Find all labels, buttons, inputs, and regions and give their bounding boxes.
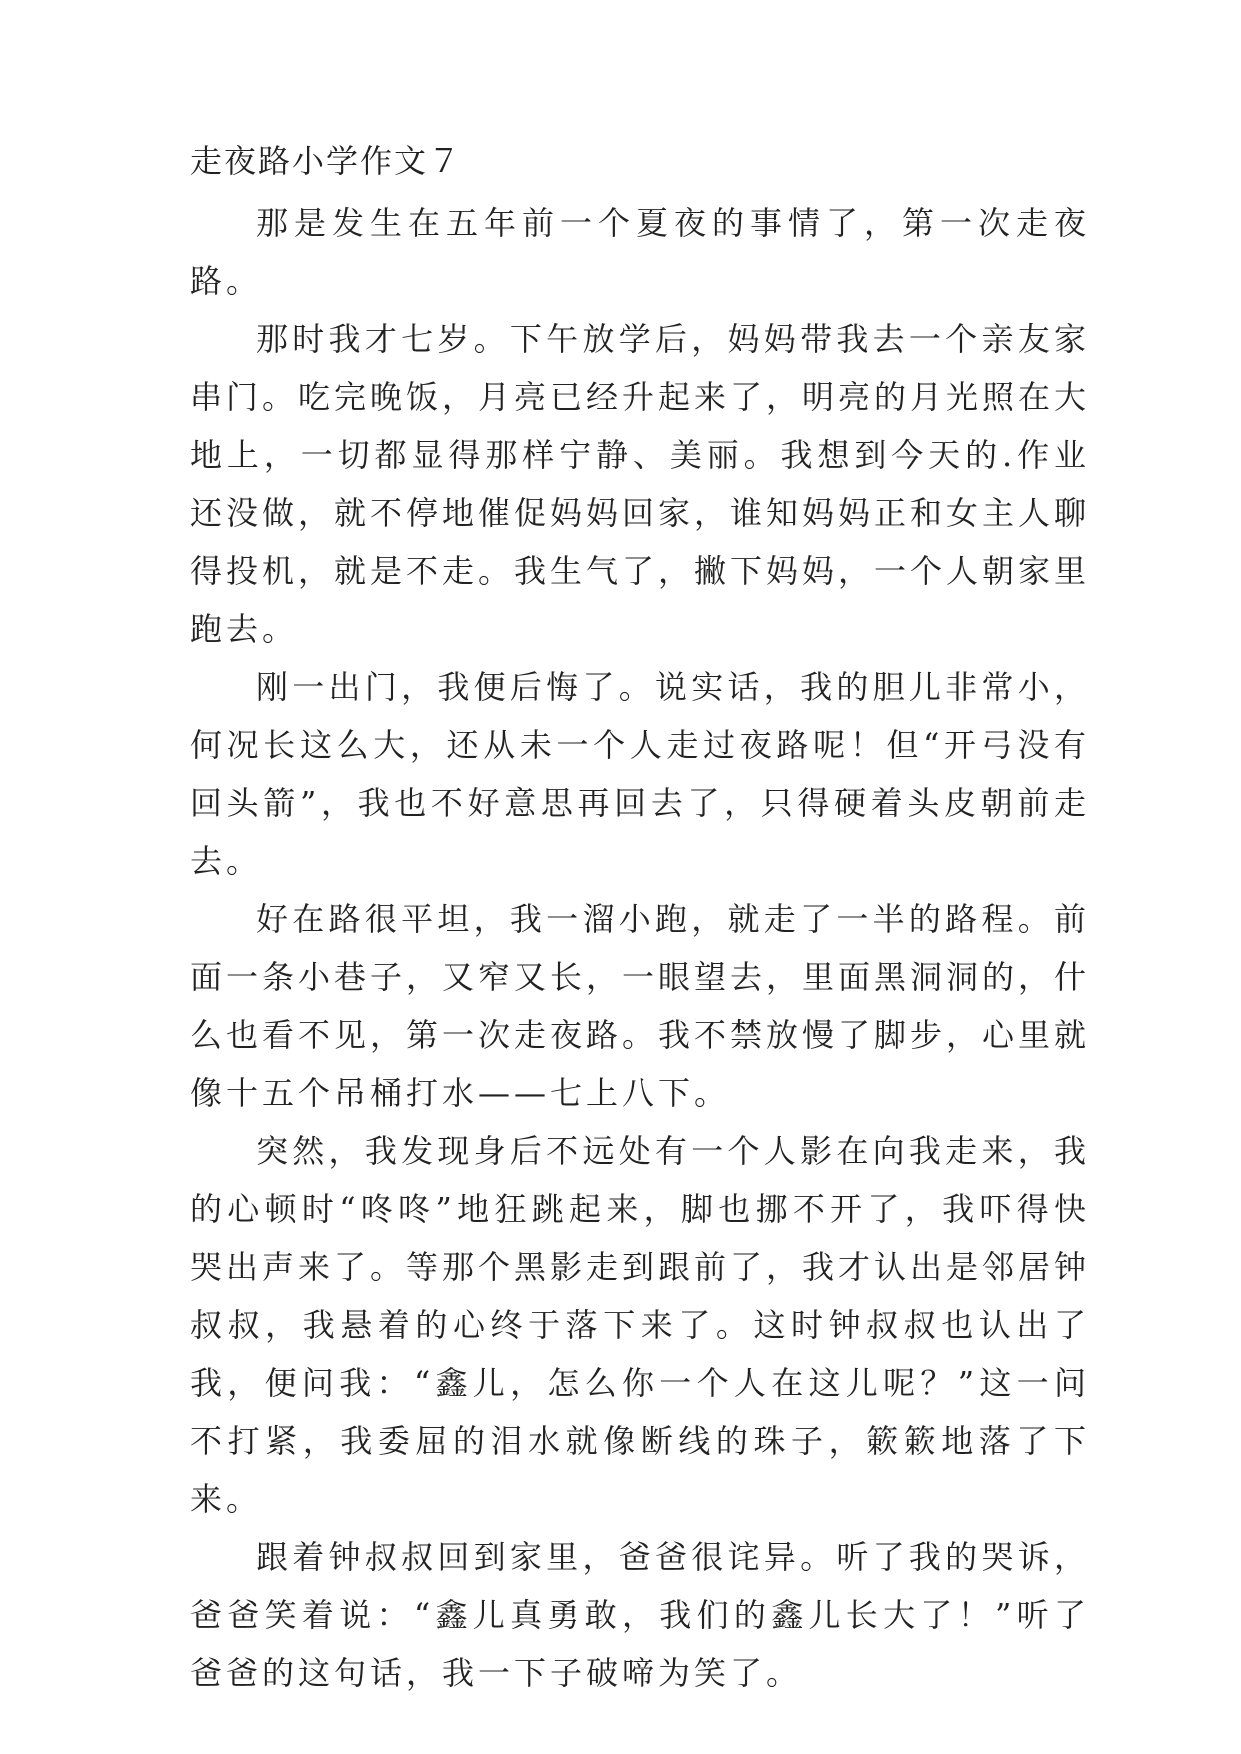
document-body [190,132,1090,1702]
paragraph-2: 那时我才七岁。下午放学后，妈妈带我去一个亲友家串门。吃完晚饭，月亮已经升起来了，明亮的月光照在大地上，一切都显得那样宁静、美丽。我想到今天的.作业还没做，就不停地催促妈妈回家，谁知妈妈正和女主人聊得投机，就是不走。我生气了，撇下妈妈，一个人朝家里跑去。 [190,320,1091,648]
paragraph-1: 那是发生在五年前一个夏夜的事情了，第一次走夜路。 [190,204,1090,300]
paragraph-4: 好在路很平坦，我一溜小跑，就走了一半的路程。前面一条小巷子，又窄又长，一眼望去，里面黑洞洞的，什么也看不见，第一次走夜路。我不禁放慢了脚步，心里就像十五个吊桶打水——七上八下。 [190,900,1091,1112]
paragraph-6: 跟着钟叔叔回到家里，爸爸很诧异。听了我的哭诉，爸爸笑着说：“鑫儿真勇敢，我们的鑫儿长大了！”听了爸爸的这句话，我一下子破啼为笑了。 [190,1538,1090,1692]
document-title: 走夜路小学作文７ [190,142,463,180]
paragraph-3: 刚一出门，我便后悔了。说实话，我的胆儿非常小，何况长这么大，还从未一个人走过夜路呢！但“开弓没有回头箭”，我也不好意思再回去了，只得硬着头皮朝前走去。 [190,668,1090,880]
paragraph-5: 突然，我发现身后不远处有一个人影在向我走来，我的心顿时“咚咚”地狂跳起来，脚也挪不开了，我吓得快哭出声来了。等那个黑影走到跟前了，我才认出是邻居钟叔叔，我悬着的心终于落下来了。这时钟叔叔也认出了我，便问我：“鑫儿，怎么你一个人在这儿呢？”这一问不打紧，我委屈的泪水就像断线的珠子，簌簌地落了下来。 [190,1132,1091,1518]
